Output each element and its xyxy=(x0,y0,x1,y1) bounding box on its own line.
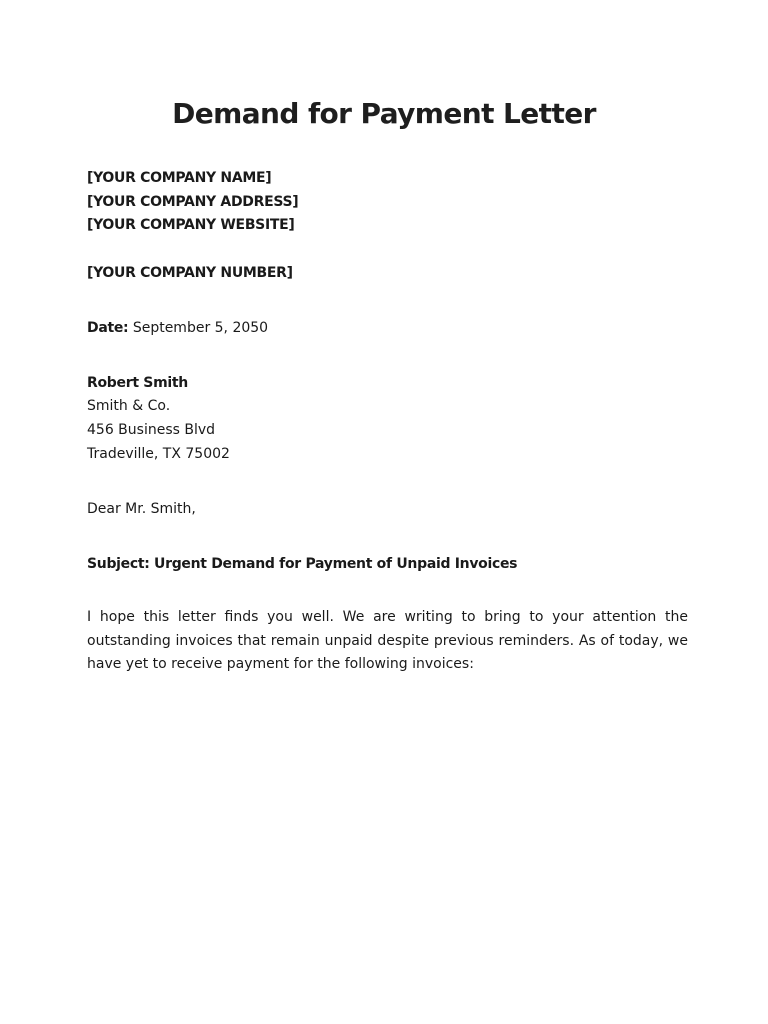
subject-line xyxy=(87,555,517,573)
subject-value: Urgent Demand for Payment of Unpaid Invoices xyxy=(154,556,518,572)
body-paragraph: I hope this letter finds you well. We are writing to bring to your attention the outstanding invoices that remain unpaid despite previous reminders. As of today, we have yet to receive payment for the following invoices: xyxy=(87,609,688,672)
document-title: Demand for Payment Letter xyxy=(172,97,596,130)
recipient-name: Robert Smith xyxy=(87,375,188,391)
sender-company-website: [YOUR COMPANY WEBSITE] xyxy=(87,217,295,233)
recipient-city-state-zip: Tradeville, TX 75002 xyxy=(87,446,230,462)
salutation: Dear Mr. Smith, xyxy=(87,501,196,517)
sender-company-number: [YOUR COMPANY NUMBER] xyxy=(87,265,293,281)
date-value: September 5, 2050 xyxy=(132,320,269,336)
subject-label: Subject: xyxy=(87,556,150,572)
recipient-company: Smith & Co. xyxy=(87,398,171,414)
recipient-street: 456 Business Blvd xyxy=(87,422,216,438)
sender-company-name: [YOUR COMPANY NAME] xyxy=(87,170,272,186)
date-line xyxy=(87,319,268,337)
date-label: Date: xyxy=(87,320,129,336)
sender-company-address: [YOUR COMPANY ADDRESS] xyxy=(87,194,299,210)
